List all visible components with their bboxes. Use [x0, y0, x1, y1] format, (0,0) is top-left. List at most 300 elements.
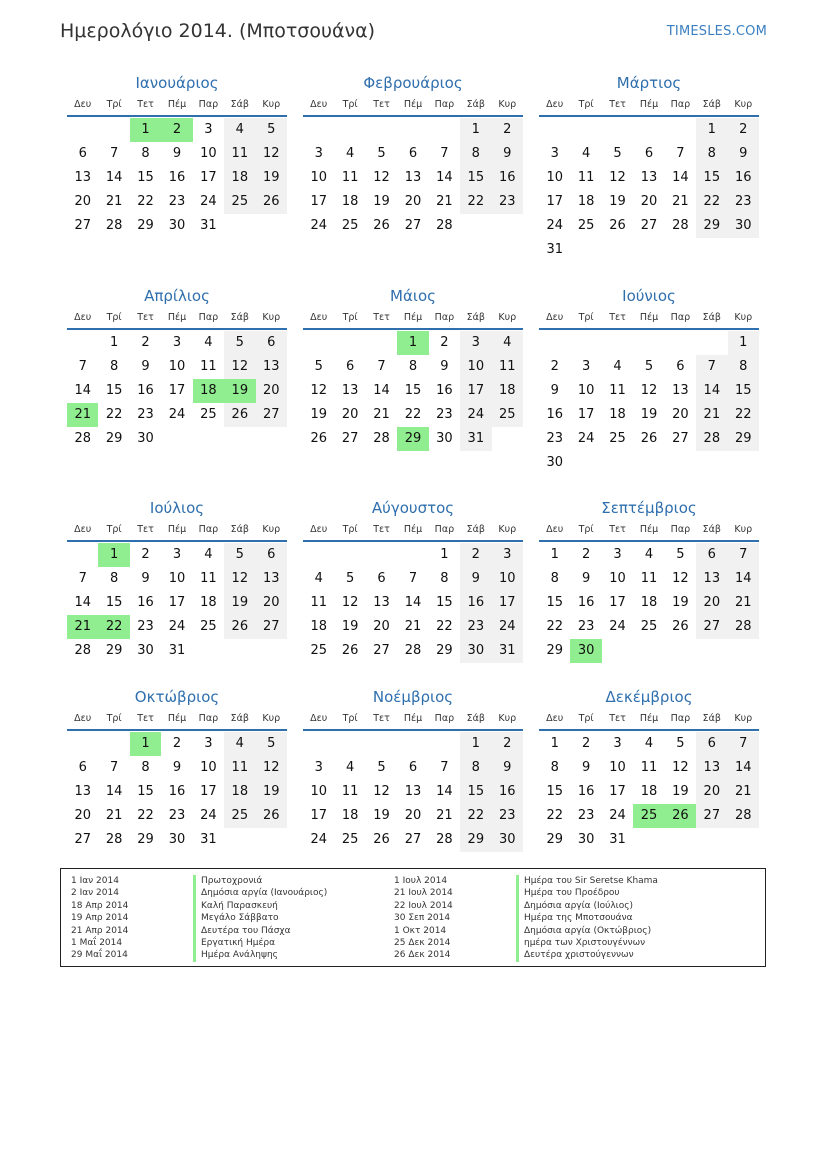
- holiday-day-cell: 18: [193, 379, 224, 403]
- day-cell: 28: [105, 218, 123, 233]
- day-cell: 1: [550, 547, 559, 562]
- empty-day-cell: [633, 238, 664, 262]
- day-cell: 30: [168, 832, 186, 847]
- day-cell: 11: [200, 359, 217, 374]
- day-cell: 23: [492, 804, 523, 828]
- day-cell: 25: [200, 619, 217, 634]
- day-cell: 14: [404, 595, 422, 610]
- empty-day-cell: [728, 828, 759, 852]
- day-cell: 20: [373, 619, 390, 634]
- day-cell: 15: [105, 595, 123, 610]
- day-cell: 24: [609, 808, 626, 823]
- day-cell: 12: [640, 383, 658, 398]
- weekday-label: Τετ: [373, 99, 390, 110]
- week-row: [303, 828, 523, 852]
- day-cell: 14: [74, 383, 91, 398]
- day-cell: 3: [204, 736, 213, 751]
- day-cell: 5: [613, 146, 622, 161]
- empty-day-cell: [303, 543, 334, 567]
- month-name: Οκτώβριος: [134, 688, 220, 706]
- day-cell: 19: [373, 194, 390, 209]
- day-cell: 2: [172, 736, 182, 751]
- day-cell: 10: [492, 567, 523, 591]
- empty-day-cell: [633, 331, 664, 355]
- day-cell: 18: [224, 166, 255, 190]
- weekday-label: Παρ: [670, 524, 691, 535]
- weekday-label: Τρί: [578, 524, 594, 535]
- day-cell: 25: [200, 407, 217, 422]
- week-row: [303, 804, 523, 828]
- day-cell: 18: [640, 784, 658, 799]
- day-cell: 5: [256, 732, 287, 756]
- week-row: [67, 190, 287, 214]
- day-cell: 30: [728, 214, 759, 238]
- day-cell: 4: [224, 118, 255, 142]
- empty-day-cell: [633, 451, 664, 475]
- day-cell: 3: [492, 543, 523, 567]
- holiday-legend: [60, 868, 766, 967]
- day-cell: 24: [577, 431, 595, 446]
- month-block: [303, 497, 523, 663]
- legend-color-marker: [516, 925, 519, 937]
- day-cell: 17: [460, 379, 491, 403]
- week-row: [539, 804, 759, 828]
- day-cell: 17: [609, 784, 626, 799]
- day-cell: 30: [137, 431, 154, 446]
- day-cell: 13: [341, 383, 359, 398]
- day-cell: 1: [696, 118, 727, 142]
- month-block: [67, 497, 287, 663]
- legend-holiday-name: Μεγάλο Σάββατο: [201, 913, 279, 924]
- legend-row: [71, 912, 327, 924]
- day-cell: 23: [137, 619, 154, 634]
- day-cell: 23: [168, 808, 186, 823]
- day-cell: 1: [728, 331, 759, 355]
- day-cell: 17: [310, 194, 327, 209]
- day-cell: 29: [546, 643, 563, 658]
- day-cell: 6: [377, 571, 386, 586]
- day-cell: 1: [550, 736, 559, 751]
- day-cell: 26: [341, 643, 359, 658]
- holiday-day-cell: 22: [98, 615, 129, 639]
- day-cell: 19: [609, 194, 626, 209]
- day-cell: 30: [436, 431, 453, 446]
- day-cell: 29: [436, 643, 453, 658]
- week-row: [539, 403, 759, 427]
- day-cell: 16: [168, 784, 186, 799]
- day-cell: 24: [200, 808, 217, 823]
- day-cell: 31: [200, 832, 217, 847]
- weekday-label: Τρί: [106, 312, 122, 323]
- empty-day-cell: [570, 118, 601, 142]
- day-cell: 4: [224, 732, 255, 756]
- day-cell: 7: [728, 732, 759, 756]
- weekday-label: Σάβ: [466, 713, 485, 724]
- day-cell: 24: [609, 619, 626, 634]
- week-row: [539, 379, 759, 403]
- day-cell: 24: [168, 619, 186, 634]
- month-grid: [67, 520, 287, 663]
- week-row: [539, 543, 759, 567]
- day-cell: 11: [341, 170, 359, 185]
- month-grid: [303, 709, 523, 852]
- weekday-label: Τρί: [342, 713, 358, 724]
- day-cell: 23: [577, 808, 595, 823]
- day-cell: 3: [314, 760, 323, 775]
- legend-color-marker: [516, 875, 519, 887]
- day-cell: 31: [492, 639, 523, 663]
- day-cell: 14: [696, 379, 727, 403]
- month-block: [67, 72, 287, 238]
- day-cell: 12: [373, 784, 390, 799]
- weekday-label: Παρ: [434, 99, 455, 110]
- day-cell: 7: [78, 359, 87, 374]
- empty-day-cell: [665, 331, 696, 355]
- empty-day-cell: [256, 828, 287, 852]
- week-row: [67, 214, 287, 238]
- day-cell: 19: [310, 407, 327, 422]
- day-cell: 18: [310, 619, 327, 634]
- day-cell: 4: [204, 335, 213, 350]
- day-cell: 3: [613, 547, 622, 562]
- day-cell: 16: [137, 383, 154, 398]
- day-cell: 27: [373, 643, 390, 658]
- day-cell: 5: [676, 547, 685, 562]
- legend-color-marker: [516, 937, 519, 949]
- week-row: [303, 142, 523, 166]
- empty-day-cell: [633, 828, 664, 852]
- holiday-day-cell: 19: [224, 379, 255, 403]
- day-cell: 16: [546, 407, 563, 422]
- day-cell: 9: [492, 142, 523, 166]
- weekday-label: Κυρ: [262, 312, 281, 323]
- day-cell: 7: [109, 760, 119, 775]
- empty-day-cell: [539, 331, 570, 355]
- day-cell: 9: [728, 142, 759, 166]
- month-block: [303, 285, 523, 451]
- legend-row: [71, 937, 327, 949]
- day-cell: 8: [550, 571, 559, 586]
- day-cell: 12: [672, 571, 689, 586]
- day-cell: 19: [256, 166, 287, 190]
- empty-day-cell: [224, 828, 255, 852]
- week-row: [67, 166, 287, 190]
- day-cell: 19: [256, 780, 287, 804]
- day-cell: 14: [74, 595, 91, 610]
- month-name: Απρίλιος: [144, 287, 210, 305]
- day-cell: 22: [696, 190, 727, 214]
- day-cell: 31: [168, 643, 186, 658]
- day-cell: 26: [373, 218, 390, 233]
- week-row: [303, 331, 523, 355]
- day-cell: 26: [640, 431, 658, 446]
- day-cell: 13: [640, 170, 658, 185]
- day-cell: 11: [310, 595, 327, 610]
- day-cell: 19: [672, 595, 689, 610]
- week-row: [539, 756, 759, 780]
- day-cell: 10: [609, 571, 626, 586]
- weekday-label: Κυρ: [498, 99, 517, 110]
- legend-color-marker: [193, 887, 196, 899]
- empty-day-cell: [460, 214, 491, 238]
- empty-day-cell: [67, 331, 98, 355]
- empty-day-cell: [602, 331, 633, 355]
- day-cell: 21: [728, 780, 759, 804]
- week-row: [539, 828, 759, 852]
- legend-holiday-name: ημέρα των Χριστουγέννων: [524, 937, 646, 948]
- weekday-header: [539, 95, 759, 117]
- week-row: [67, 379, 287, 403]
- weekday-label: Παρ: [670, 312, 691, 323]
- day-cell: 29: [137, 832, 154, 847]
- weekday-label: Τρί: [578, 312, 594, 323]
- weekday-header: [539, 308, 759, 330]
- brand-link[interactable]: TIMESLES.COM: [666, 24, 767, 39]
- week-row: [303, 615, 523, 639]
- day-cell: 15: [460, 780, 491, 804]
- week-row: [539, 238, 759, 262]
- day-cell: 7: [440, 146, 449, 161]
- day-cell: 10: [200, 146, 217, 161]
- day-cell: 16: [137, 595, 154, 610]
- legend-date: 21 Ιουλ 2014: [394, 888, 453, 899]
- day-cell: 8: [550, 760, 559, 775]
- month-grid: [303, 308, 523, 451]
- day-cell: 28: [74, 431, 91, 446]
- empty-day-cell: [696, 639, 727, 663]
- week-row: [539, 190, 759, 214]
- legend-holiday-name: Ημέρα του Sir Seretse Khama: [524, 876, 658, 886]
- day-cell: 17: [310, 808, 327, 823]
- month-grid: [539, 520, 759, 663]
- day-cell: 28: [404, 643, 422, 658]
- day-cell: 22: [546, 619, 563, 634]
- day-cell: 1: [460, 118, 491, 142]
- week-row: [539, 732, 759, 756]
- day-cell: 31: [200, 218, 217, 233]
- day-cell: 11: [577, 170, 595, 185]
- week-row: [539, 591, 759, 615]
- week-row: [67, 591, 287, 615]
- month-grid: [539, 308, 759, 475]
- week-row: [303, 591, 523, 615]
- weekday-label: Κυρ: [262, 99, 281, 110]
- day-cell: 2: [581, 547, 591, 562]
- day-cell: 26: [256, 804, 287, 828]
- weekday-label: Πέμ: [167, 524, 187, 535]
- month-name: Φεβρουάριος: [363, 74, 463, 92]
- legend-row: [394, 937, 658, 949]
- day-cell: 25: [341, 218, 359, 233]
- month-block: [303, 686, 523, 852]
- empty-day-cell: [665, 451, 696, 475]
- day-cell: 5: [345, 571, 355, 586]
- day-cell: 14: [373, 383, 390, 398]
- day-cell: 27: [404, 832, 422, 847]
- day-cell: 8: [460, 756, 491, 780]
- holiday-day-cell: 1: [130, 118, 161, 142]
- day-cell: 26: [310, 431, 327, 446]
- day-cell: 26: [256, 190, 287, 214]
- day-cell: 4: [613, 359, 622, 374]
- week-row: [67, 615, 287, 639]
- day-cell: 5: [676, 736, 685, 751]
- day-cell: 25: [310, 643, 327, 658]
- day-cell: 11: [224, 756, 255, 780]
- day-cell: 21: [436, 808, 453, 823]
- day-cell: 23: [728, 190, 759, 214]
- weekday-label: Τρί: [578, 713, 594, 724]
- week-row: [539, 214, 759, 238]
- empty-day-cell: [539, 118, 570, 142]
- day-cell: 20: [256, 591, 287, 615]
- day-cell: 21: [404, 619, 422, 634]
- day-cell: 19: [341, 619, 359, 634]
- day-cell: 11: [640, 760, 658, 775]
- weekday-label: Παρ: [198, 312, 219, 323]
- day-cell: 25: [224, 804, 255, 828]
- day-cell: 15: [728, 379, 759, 403]
- day-cell: 30: [577, 832, 595, 847]
- day-cell: 24: [546, 218, 563, 233]
- legend-column-left: [71, 875, 327, 962]
- empty-day-cell: [67, 543, 98, 567]
- holiday-day-cell: 26: [665, 804, 696, 828]
- weekday-label: Παρ: [670, 99, 691, 110]
- day-cell: 13: [696, 756, 727, 780]
- empty-day-cell: [334, 543, 365, 567]
- weekday-label: Πέμ: [167, 99, 187, 110]
- day-cell: 29: [105, 431, 123, 446]
- day-cell: 10: [200, 760, 217, 775]
- empty-day-cell: [366, 732, 397, 756]
- day-cell: 1: [460, 732, 491, 756]
- day-cell: 21: [696, 403, 727, 427]
- month-name: Αύγουστος: [371, 499, 455, 517]
- day-cell: 11: [492, 355, 523, 379]
- day-cell: 3: [314, 146, 323, 161]
- empty-day-cell: [256, 639, 287, 663]
- day-cell: 6: [408, 760, 418, 775]
- weekday-label: Δευ: [74, 524, 92, 535]
- day-cell: 14: [728, 756, 759, 780]
- holiday-day-cell: 25: [633, 804, 664, 828]
- legend-date: 25 Δεκ 2014: [394, 937, 451, 948]
- day-cell: 22: [105, 407, 123, 422]
- empty-day-cell: [665, 639, 696, 663]
- day-cell: 15: [137, 170, 154, 185]
- day-cell: 22: [460, 190, 491, 214]
- day-cell: 21: [672, 194, 689, 209]
- day-cell: 18: [609, 407, 626, 422]
- day-cell: 18: [341, 194, 359, 209]
- day-cell: 17: [200, 170, 217, 185]
- weekday-label: Σάβ: [230, 99, 249, 110]
- day-cell: 15: [460, 166, 491, 190]
- weekday-label: Σάβ: [702, 312, 721, 323]
- empty-day-cell: [665, 238, 696, 262]
- day-cell: 27: [404, 218, 422, 233]
- legend-color-marker: [516, 912, 519, 924]
- day-cell: 28: [672, 218, 689, 233]
- day-cell: 27: [256, 615, 287, 639]
- legend-date: 22 Ιουλ 2014: [394, 900, 453, 911]
- weekday-label: Πέμ: [639, 713, 659, 724]
- day-cell: 2: [581, 736, 591, 751]
- legend-row: [394, 925, 658, 937]
- day-cell: 28: [74, 643, 91, 658]
- week-row: [67, 756, 287, 780]
- empty-day-cell: [193, 427, 224, 451]
- day-cell: 16: [577, 595, 595, 610]
- day-cell: 22: [728, 403, 759, 427]
- day-cell: 1: [109, 335, 119, 350]
- weekday-label: Πέμ: [167, 713, 187, 724]
- day-cell: 13: [696, 567, 727, 591]
- day-cell: 7: [408, 571, 418, 586]
- day-cell: 30: [137, 643, 154, 658]
- day-cell: 9: [440, 359, 449, 374]
- weekday-header: [67, 709, 287, 731]
- empty-day-cell: [429, 732, 460, 756]
- legend-holiday-name: Ημέρα Ανάληψης: [201, 950, 278, 961]
- day-cell: 6: [676, 359, 685, 374]
- month-name: Μάιος: [390, 287, 436, 305]
- day-cell: 2: [141, 547, 150, 562]
- legend-column-right: [394, 875, 658, 962]
- empty-day-cell: [303, 732, 334, 756]
- day-cell: 26: [224, 615, 255, 639]
- day-cell: 1: [440, 547, 449, 562]
- empty-day-cell: [334, 732, 365, 756]
- empty-day-cell: [696, 451, 727, 475]
- day-cell: 16: [728, 166, 759, 190]
- day-cell: 16: [436, 383, 453, 398]
- empty-day-cell: [193, 639, 224, 663]
- legend-color-marker: [516, 887, 519, 899]
- weekday-label: Δευ: [310, 99, 328, 110]
- day-cell: 3: [172, 547, 182, 562]
- weekday-header: [67, 308, 287, 330]
- day-cell: 20: [404, 808, 422, 823]
- weekday-label: Παρ: [198, 99, 219, 110]
- week-row: [67, 543, 287, 567]
- day-cell: 5: [256, 118, 287, 142]
- legend-color-marker: [193, 912, 196, 924]
- week-row: [303, 118, 523, 142]
- day-cell: 12: [341, 595, 359, 610]
- weekday-label: Τετ: [609, 99, 626, 110]
- day-cell: 27: [74, 832, 91, 847]
- day-cell: 28: [728, 804, 759, 828]
- legend-date: 29 Μαΐ 2014: [71, 950, 128, 961]
- day-cell: 15: [436, 595, 453, 610]
- day-cell: 12: [310, 383, 327, 398]
- day-cell: 30: [492, 828, 523, 852]
- day-cell: 25: [640, 619, 658, 634]
- weekday-header: [303, 95, 523, 117]
- legend-date: 2 Ιαν 2014: [71, 888, 119, 899]
- day-cell: 14: [436, 784, 453, 799]
- month-grid: [539, 709, 759, 852]
- day-cell: 22: [404, 407, 422, 422]
- day-cell: 2: [550, 359, 559, 374]
- day-cell: 6: [256, 543, 287, 567]
- holiday-day-cell: 1: [98, 543, 129, 567]
- day-cell: 27: [640, 218, 658, 233]
- weekday-label: Πέμ: [403, 713, 423, 724]
- legend-color-marker: [516, 949, 519, 961]
